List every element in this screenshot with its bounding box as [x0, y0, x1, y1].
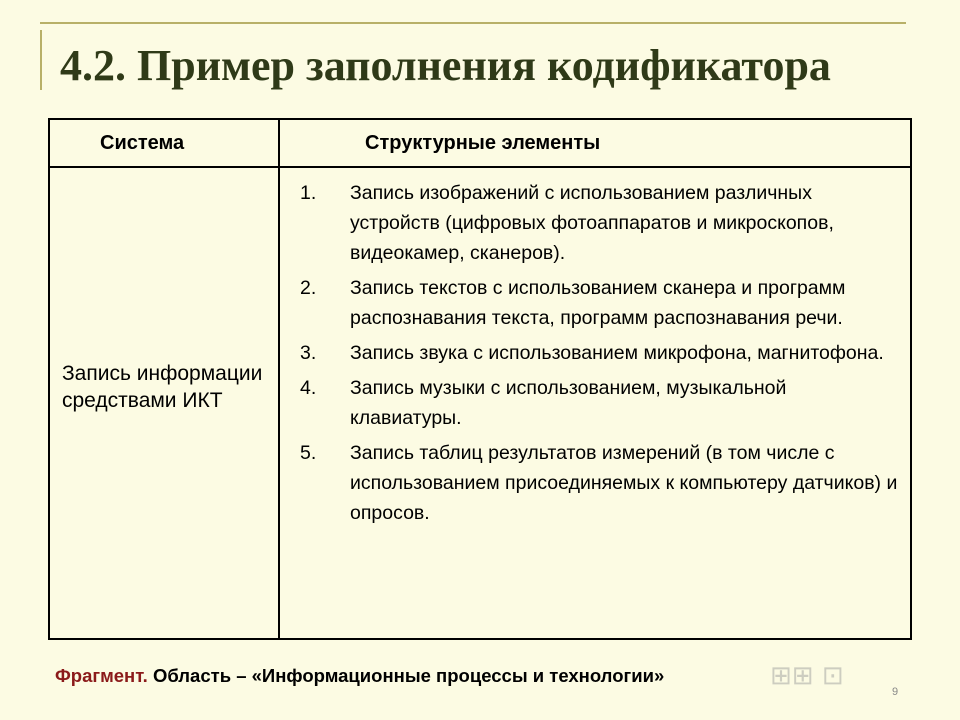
system-cell: Запись информации средствами ИКТ	[62, 362, 263, 412]
list-item-text: Запись музыки с использованием, музыкальной клавиатуры.	[350, 377, 787, 429]
list-item-text: Запись таблиц результатов измерений (в том числе с использованием присоединяемых к компьютеру датчиков) и опросов.	[350, 442, 898, 524]
footer-caption	[55, 664, 664, 688]
header-system: Система	[100, 132, 185, 154]
list-item-number: 1.	[300, 182, 317, 204]
list-item	[300, 338, 900, 368]
list-item-number: 3.	[300, 342, 317, 364]
footer-text: Область – «Информационные процессы и технологии»	[147, 665, 665, 686]
table-header-row	[50, 120, 910, 168]
codifier-table	[48, 118, 912, 640]
list-item-number: 4.	[300, 377, 317, 399]
list-item-number: 5.	[300, 442, 317, 464]
list-item	[300, 438, 900, 528]
list-item-text: Запись звука с использованием микрофона, магнитофона.	[350, 342, 884, 364]
page-number: 9	[892, 686, 899, 698]
watermark-logo-icon: ⊞⊞ ⊡	[770, 661, 844, 691]
list-item	[300, 178, 900, 268]
decorative-left-line	[40, 30, 42, 90]
header-structural-elements: Структурные элементы	[365, 132, 601, 154]
footer-label: Фрагмент.	[55, 665, 148, 686]
list-item-text: Запись изображений с использованием различных устройств (цифровых фотоаппаратов и микроскопов, видеокамер, сканеров).	[350, 182, 834, 264]
list-item	[300, 273, 900, 333]
list-item-text: Запись текстов с использованием сканера и программ распознавания текста, программ распознавания речи.	[350, 277, 846, 329]
slide-title: 4.2. Пример заполнения кодификатора	[60, 41, 831, 90]
list-item	[300, 373, 900, 433]
decorative-top-line	[40, 22, 906, 24]
column-divider	[278, 120, 280, 638]
list-item-number: 2.	[300, 277, 317, 299]
elements-list	[300, 178, 900, 533]
